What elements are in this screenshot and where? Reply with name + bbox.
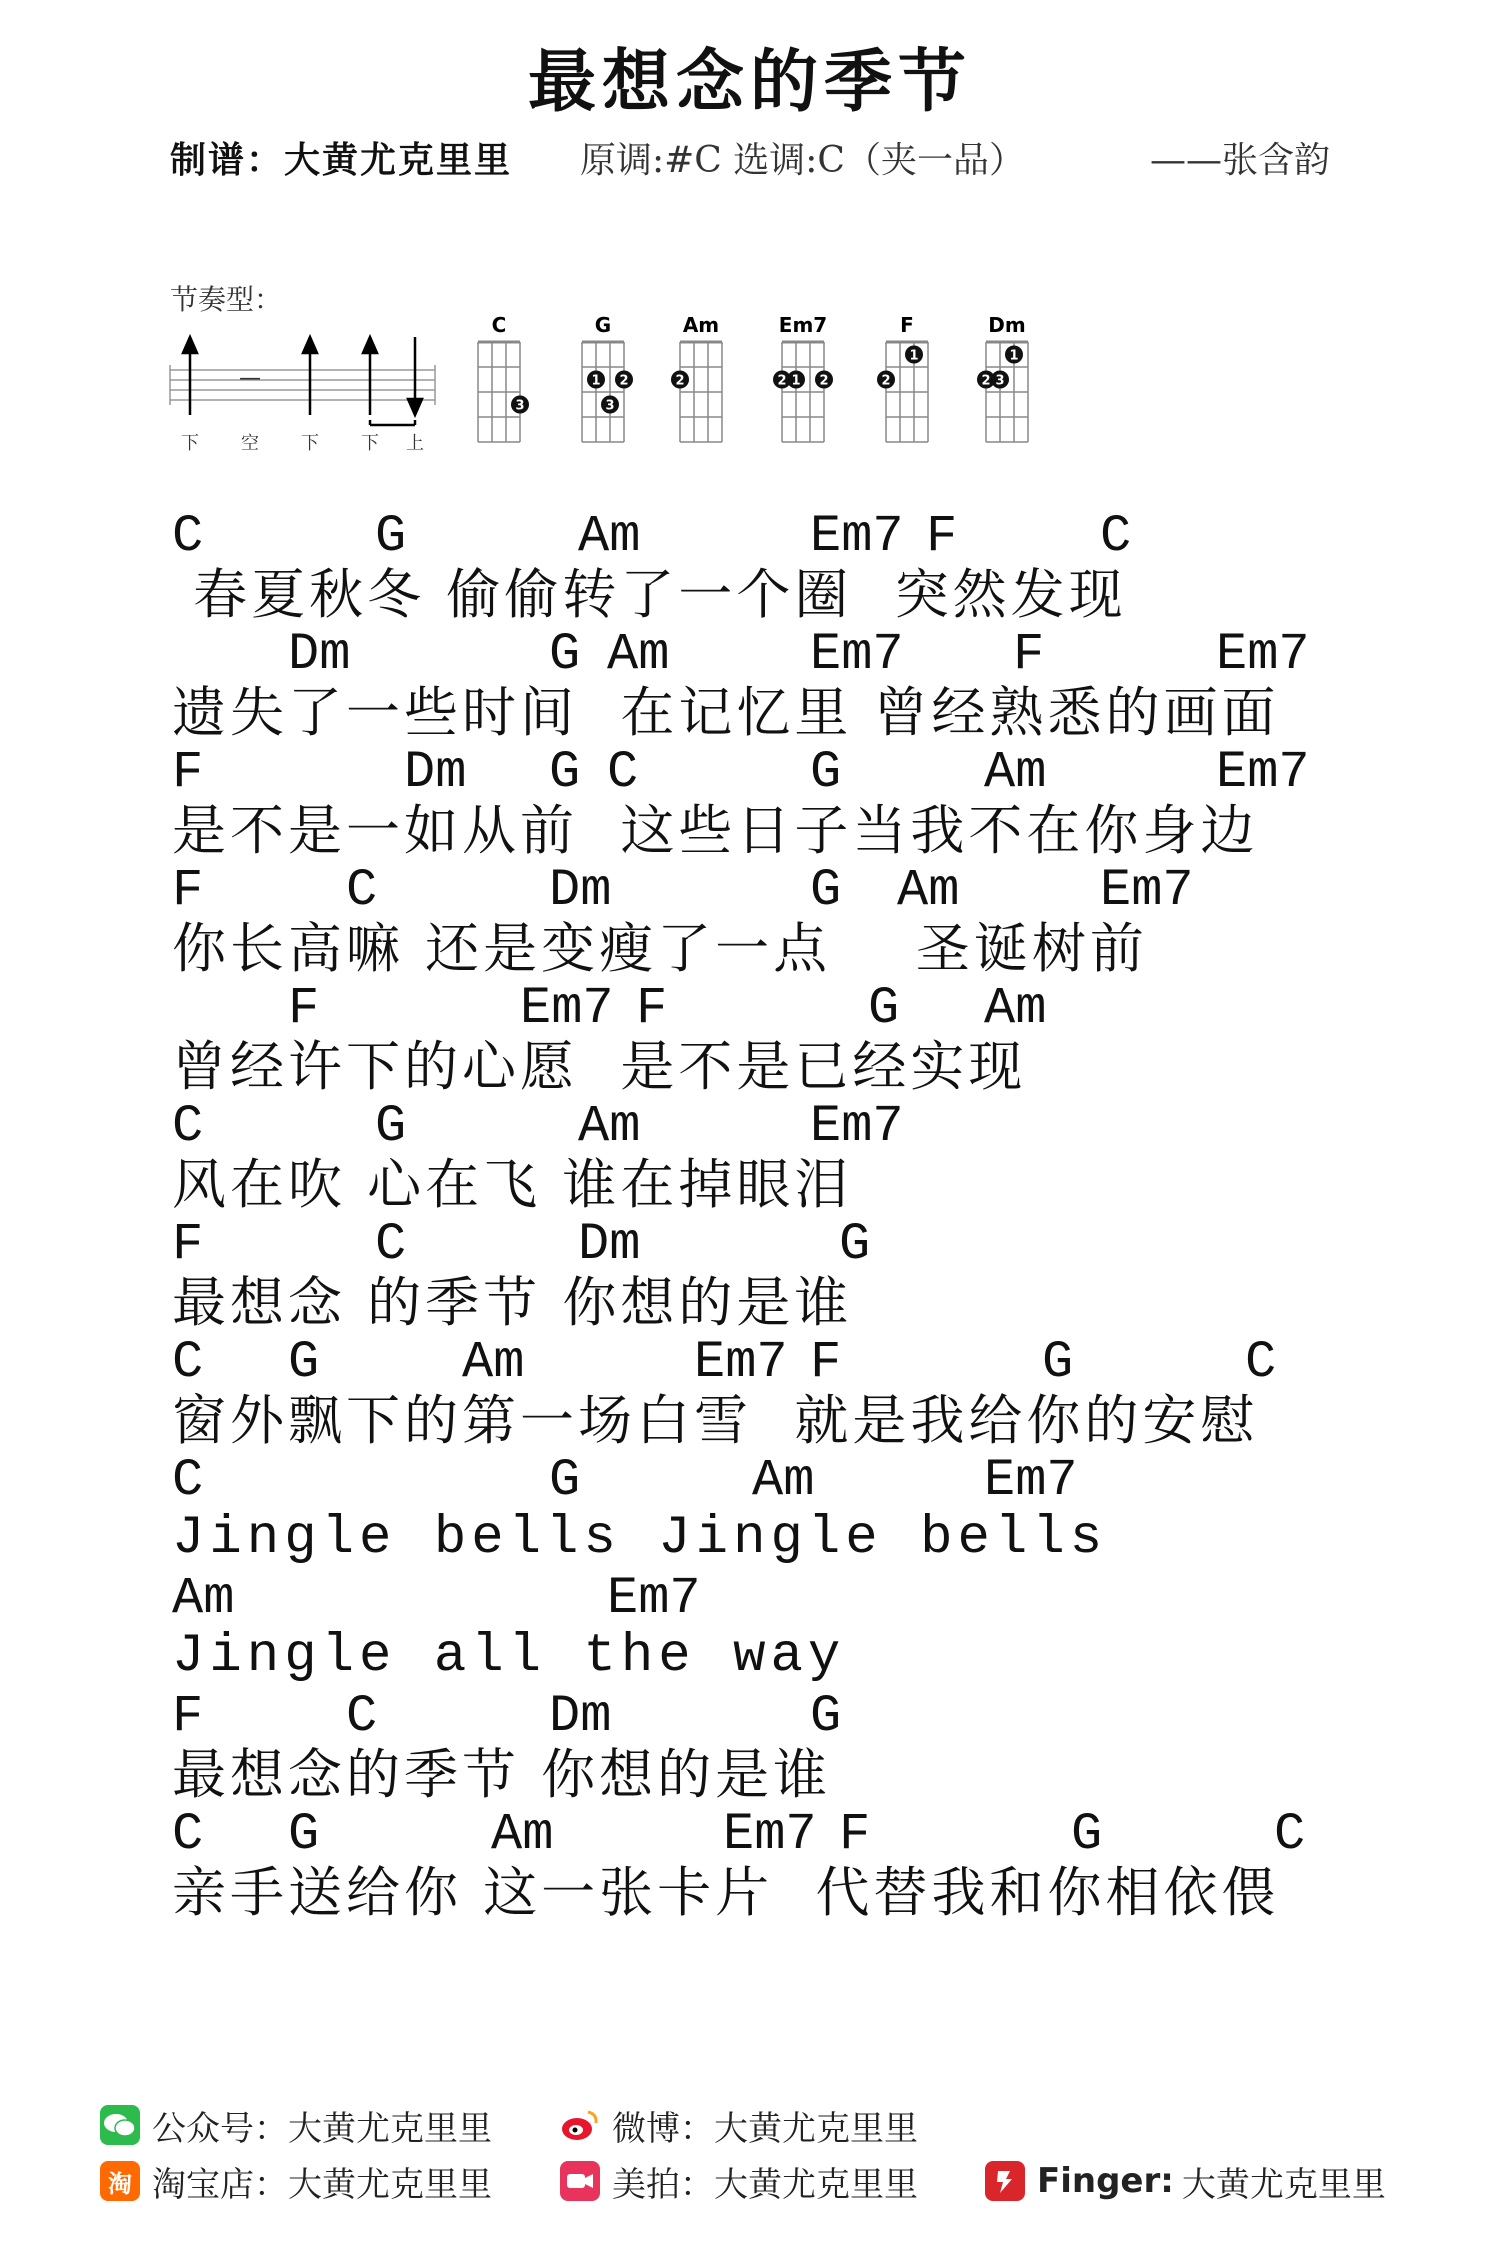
chord-symbol: Em7	[810, 507, 904, 566]
chord-diagram-em7	[773, 313, 833, 442]
lyric-line: Jingle all the way	[172, 1626, 846, 1687]
chord-diagram-name: C	[491, 313, 507, 337]
footer-value: 大黄尤克里里	[288, 2164, 492, 2205]
finger-number: 2	[619, 373, 629, 389]
stroke-label: 下	[181, 433, 199, 454]
chord-row	[172, 1688, 1352, 1746]
chord-symbol: Am	[491, 1805, 554, 1864]
footer-weibo[interactable]	[560, 2100, 918, 2150]
song-sheet	[172, 508, 1352, 1924]
chord-diagram-name: G	[594, 313, 612, 337]
chord-symbol: F	[172, 1215, 204, 1274]
chord-symbol: C	[346, 861, 378, 920]
chord-symbol: Am	[752, 1451, 815, 1510]
chord-diagram-dm	[977, 313, 1028, 442]
finger-label: Finger:	[1037, 2161, 1174, 2201]
footer-value: 大黄尤克里里	[714, 2164, 918, 2205]
chord-symbol: F	[288, 979, 320, 1038]
footer-label: 淘宝店：	[152, 2164, 288, 2205]
chord-diagram-c	[478, 313, 529, 442]
chord-symbol: Em7	[1216, 625, 1310, 684]
chord-symbol: G	[375, 507, 407, 566]
chord-symbol: Em7	[1216, 743, 1310, 802]
chord-symbol: Dm	[288, 625, 351, 684]
chord-symbol: Dm	[404, 743, 467, 802]
chord-symbol: Em7	[810, 625, 904, 684]
song-line	[172, 1216, 1352, 1334]
chord-row	[172, 508, 1352, 566]
chord-symbol: Em7	[810, 1097, 904, 1156]
footer	[100, 2100, 1440, 2230]
finger-number: 3	[605, 398, 615, 414]
finger-number: 2	[981, 373, 991, 389]
finger-number: 3	[995, 373, 1005, 389]
footer-wechat[interactable]	[100, 2100, 492, 2150]
finger-number: 2	[819, 373, 829, 389]
footer-value: 大黄尤克里里	[1181, 2164, 1386, 2205]
song-line	[172, 508, 1352, 626]
chord-symbol: F	[172, 743, 204, 802]
song-line	[172, 980, 1352, 1098]
song-line	[172, 1688, 1352, 1806]
song-line	[172, 744, 1352, 862]
footer-meipai[interactable]	[560, 2156, 918, 2206]
chord-symbol: C	[1274, 1805, 1306, 1864]
chord-row	[172, 1216, 1352, 1274]
chord-symbol: G	[810, 861, 842, 920]
finger-number: 3	[515, 398, 525, 414]
chord-symbol: F	[636, 979, 668, 1038]
chord-symbol: Am	[462, 1333, 525, 1392]
finger-number: 1	[909, 348, 919, 364]
chord-symbol: C	[1100, 507, 1132, 566]
stroke-label: 上	[406, 433, 424, 454]
page-title: 最想念的季节	[527, 42, 972, 122]
chord-symbol: C	[375, 1215, 407, 1274]
stroke-label: 下	[301, 433, 319, 454]
chord-diagram-f	[877, 313, 928, 442]
chord-symbol: F	[172, 861, 204, 920]
lyric-line: Jingle bells Jingle bells	[172, 1508, 1108, 1569]
chord-symbol: C	[172, 1333, 204, 1392]
chord-symbol: Am	[578, 1097, 641, 1156]
footer-value: 大黄尤克里里	[288, 2108, 492, 2149]
chord-symbol: Dm	[549, 1687, 612, 1746]
song-line	[172, 1098, 1352, 1216]
lyric-line: 春夏秋冬 偷偷转了一个圈 突然发现	[172, 563, 1127, 626]
chord-symbol: F	[926, 507, 958, 566]
chord-diagram-am	[671, 313, 722, 442]
chord-symbol: Am	[984, 743, 1047, 802]
chord-symbol: Em7	[1100, 861, 1194, 920]
chord-row	[172, 1334, 1352, 1392]
finger-icon	[985, 2161, 1025, 2201]
chord-symbol: G	[839, 1215, 871, 1274]
chord-row	[172, 744, 1352, 802]
chord-row	[172, 862, 1352, 920]
rest-symbol: —	[239, 366, 261, 391]
chord-diagram-name: Am	[682, 313, 720, 337]
chord-symbol: G	[810, 1687, 842, 1746]
chord-symbol: G	[810, 743, 842, 802]
chord-diagram-name: Em7	[778, 313, 828, 337]
meipai-icon	[560, 2161, 600, 2201]
chord-symbol: Em7	[984, 1451, 1078, 1510]
stroke-label: 空	[241, 433, 259, 454]
footer-label: 微博：	[612, 2108, 714, 2149]
lyric-line: 你长高嘛 还是变瘦了一点 圣诞树前	[172, 917, 1148, 980]
chord-symbol: G	[549, 625, 581, 684]
footer-value: 大黄尤克里里	[714, 2108, 918, 2149]
chord-symbol: G	[1042, 1333, 1074, 1392]
chord-symbol: C	[172, 507, 204, 566]
lyric-line: 遗失了一些时间 在记忆里 曾经熟悉的画面	[172, 681, 1280, 744]
chord-diagram-g	[582, 313, 633, 442]
chord-symbol: Dm	[549, 861, 612, 920]
finger-number: 1	[791, 373, 801, 389]
chord-row	[172, 980, 1352, 1038]
chord-symbol: Em7	[694, 1333, 788, 1392]
finger-number: 1	[1009, 348, 1019, 364]
song-line	[172, 1334, 1352, 1452]
chord-row	[172, 1570, 1352, 1628]
song-line	[172, 1570, 1352, 1688]
chord-symbol: Em7	[607, 1569, 701, 1628]
chord-symbol: G	[868, 979, 900, 1038]
chord-diagram-name: F	[900, 313, 914, 337]
chord-symbol: G	[1071, 1805, 1103, 1864]
chord-symbol: G	[549, 1451, 581, 1510]
song-line	[172, 1806, 1352, 1924]
rhythm-label: 节奏型：	[170, 283, 283, 316]
weibo-icon	[560, 2105, 600, 2145]
chord-symbol: C	[172, 1805, 204, 1864]
chord-symbol: F	[1013, 625, 1045, 684]
singer-name: ——张含韵	[1149, 140, 1330, 181]
lyric-line: 是不是一如从前 这些日子当我不在你身边	[172, 799, 1259, 862]
stroke-label: 下	[361, 433, 379, 454]
chord-symbol: C	[172, 1451, 204, 1510]
chord-symbol: F	[839, 1805, 871, 1864]
chord-symbol: G	[375, 1097, 407, 1156]
arranger-name: 大黄尤克里里	[284, 139, 513, 181]
song-line	[172, 1452, 1352, 1570]
chord-symbol: Am	[897, 861, 960, 920]
footer-finger[interactable]	[985, 2156, 1386, 2206]
lyric-line: 最想念的季节 你想的是谁	[172, 1743, 832, 1806]
chord-symbol: Am	[578, 507, 641, 566]
arranger-label: 制谱：	[170, 139, 285, 181]
footer-label: 公众号：	[152, 2108, 288, 2149]
song-line	[172, 862, 1352, 980]
lyric-line: 风在吹 心在飞 谁在掉眼泪	[172, 1153, 853, 1216]
chord-symbol: Em7	[520, 979, 614, 1038]
finger-number: 2	[675, 373, 685, 389]
lyric-line: 亲手送给你 这一张卡片 代替我和你相依偎	[172, 1861, 1280, 1924]
chord-symbol: C	[172, 1097, 204, 1156]
lyric-line: 窗外飘下的第一场白雪 就是我给你的安慰	[172, 1389, 1259, 1452]
lyric-line: 最想念 的季节 你想的是谁	[172, 1271, 853, 1334]
footer-label: 美拍：	[612, 2164, 714, 2205]
chord-symbol: Em7	[723, 1805, 817, 1864]
footer-taobao[interactable]	[100, 2156, 492, 2206]
chord-symbol: G	[288, 1805, 320, 1864]
chord-row	[172, 1806, 1352, 1864]
taobao-icon: 淘	[100, 2161, 140, 2201]
chord-diagram-name: Dm	[988, 313, 1026, 337]
finger-number: 2	[777, 373, 787, 389]
lyric-line: 曾经许下的心愿 是不是已经实现	[172, 1035, 1027, 1098]
finger-number: 1	[591, 373, 601, 389]
wechat-icon	[100, 2105, 140, 2145]
chord-diagrams	[0, 310, 1100, 460]
chord-symbol: Am	[172, 1569, 235, 1628]
chord-symbol: C	[1245, 1333, 1277, 1392]
chord-symbol: C	[346, 1687, 378, 1746]
chord-symbol: Dm	[578, 1215, 641, 1274]
chord-symbol: Am	[607, 625, 670, 684]
chord-symbol: F	[172, 1687, 204, 1746]
chord-symbol: G	[549, 743, 581, 802]
finger-number: 2	[881, 373, 891, 389]
key-info: 原调:#C 选调:C（夹一品）	[580, 140, 1025, 181]
song-line	[172, 626, 1352, 744]
chord-row	[172, 1452, 1352, 1510]
chord-symbol: Am	[984, 979, 1047, 1038]
chord-row	[172, 1098, 1352, 1156]
chord-row	[172, 626, 1352, 684]
song-meta	[170, 132, 1330, 192]
chord-symbol: C	[607, 743, 639, 802]
chord-symbol: G	[288, 1333, 320, 1392]
chord-symbol: F	[810, 1333, 842, 1392]
